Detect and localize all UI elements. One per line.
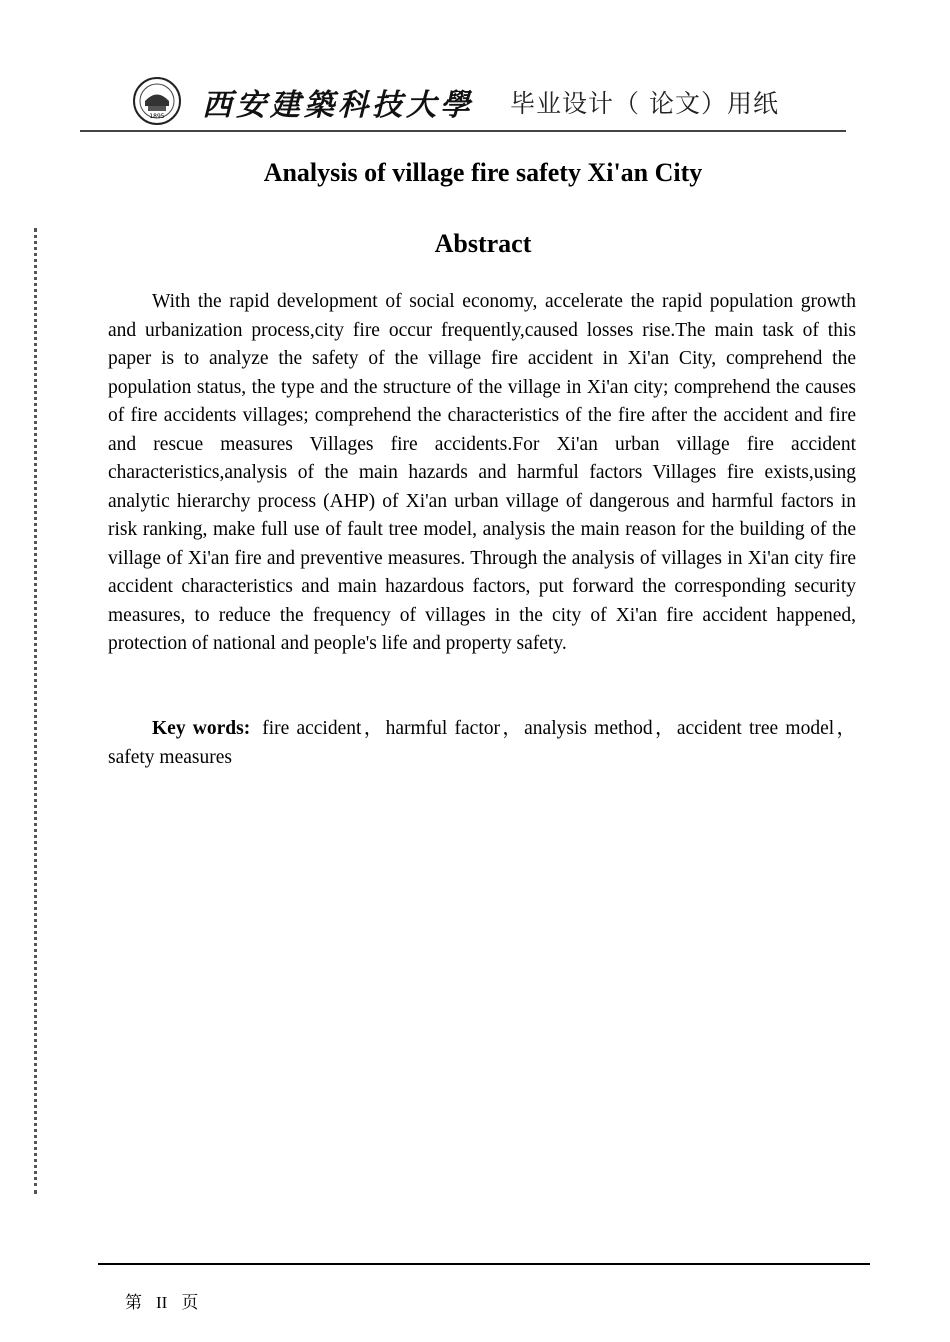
page-suffix: 页 xyxy=(181,1293,199,1312)
page-header xyxy=(80,68,846,132)
page-number xyxy=(125,1288,212,1313)
header-divider xyxy=(80,130,846,132)
header-tagline: 毕业设计（ 论文）用纸 xyxy=(510,89,779,118)
keywords-label: Key words: xyxy=(152,718,251,739)
keywords-list: fire accident，harmful factor，analysis method，accident tree model，safety measures xyxy=(108,718,856,768)
document-title: Analysis of village fire safety Xi'an City xyxy=(263,158,703,187)
svg-text:1895: 1895 xyxy=(149,113,165,120)
university-name: 西安建築科技大學 xyxy=(202,88,474,123)
abstract-heading: Abstract xyxy=(434,229,532,258)
binding-margin-line xyxy=(34,228,37,1194)
page-number-value: II xyxy=(156,1293,168,1312)
page-prefix: 第 xyxy=(125,1293,142,1312)
university-seal-icon xyxy=(132,76,182,126)
footer-divider xyxy=(98,1263,870,1265)
keywords-paragraph xyxy=(108,715,856,772)
abstract-paragraph: With the rapid development of social economy, accelerate the rapid population growth and urbanization process,city fire occur frequently,caused losses rise.The main task of this paper is to analyze the safety of the village fire accident in Xi'an City, comprehend the population status, the type and the structure of the village in Xi'an city; comprehend the causes of fire accidents villages; comprehend the characteristics of the fire after the accident and fire and rescue measures Villages fire accidents.For Xi'an urban village fire accident characteristics,analysis of the main hazards and harmful factors Villages fire exists,using analytic hierarchy process (AHP) of Xi'an urban village of dangerous and harmful factors in risk ranking, make full use of fault tree model, analysis the main reason for the building of the village of Xi'an fire and preventive measures. Through the analysis of villages in Xi'an city fire accident characteristics and main hazardous factors, put forward the corresponding security measures, to reduce the frequency of villages in the city of Xi'an fire accident happened, protection of national and people's life and property safety. xyxy=(108,291,856,654)
